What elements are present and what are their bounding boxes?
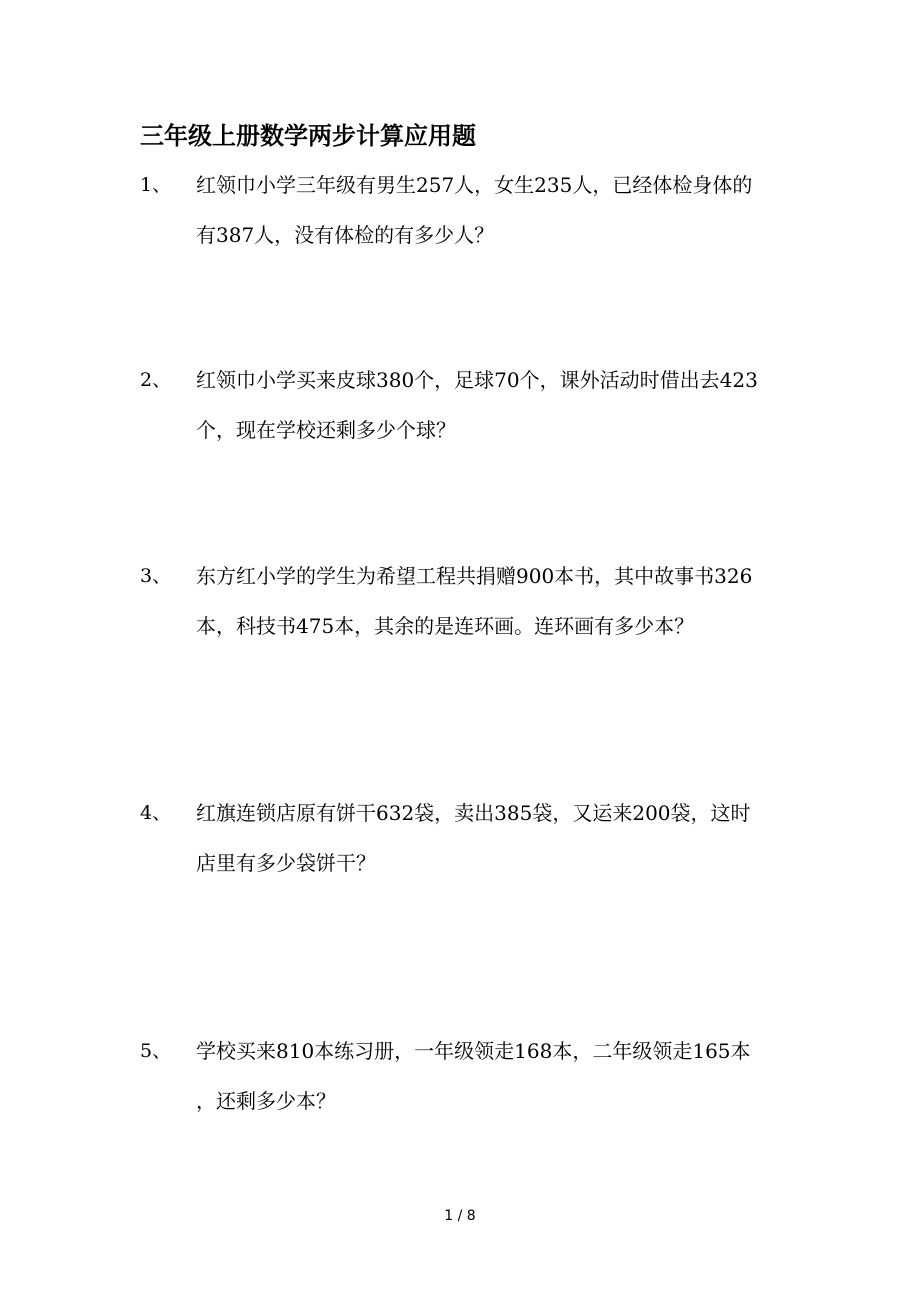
page-title: 三年级上册数学两步计算应用题 (140, 121, 476, 150)
problem-line: 红旗连锁店原有饼干632袋，卖出385袋，又运来200袋，这时 (196, 801, 751, 825)
problem-line: 本，科技书475本，其余的是连环画。连环画有多少本？ (196, 614, 695, 638)
problem-line: 个，现在学校还剩多少个球？ (196, 418, 456, 442)
problem-line: 红领巾小学三年级有男生257人，女生235人，已经体检身体的 (196, 173, 753, 197)
problem-line: 有387人，没有体检的有多少人？ (196, 223, 495, 247)
page-number: 1 / 8 (444, 1208, 476, 1224)
problem-line: ，还剩多少本？ (196, 1089, 336, 1113)
problem-number: 3、 (140, 565, 172, 587)
problem-text (196, 160, 786, 260)
problem-text (196, 788, 786, 888)
problem-number: 4、 (140, 802, 172, 824)
problem-line: 店里有多少袋饼干？ (196, 851, 376, 875)
problem-line: 红领巾小学买来皮球380个，足球70个，课外活动时借出去423 (196, 368, 758, 392)
problem-line: 东方红小学的学生为希望工程共捐赠900本书，其中故事书326 (196, 564, 753, 588)
problem-text (196, 1026, 786, 1126)
problem-number: 1、 (140, 174, 172, 196)
problem-line: 学校买来810本练习册，一年级领走168本，二年级领走165本 (196, 1039, 751, 1063)
problem-text (196, 355, 786, 455)
problem-number: 2、 (140, 369, 172, 391)
problem-text (196, 551, 786, 651)
problem-number: 5、 (140, 1040, 172, 1062)
